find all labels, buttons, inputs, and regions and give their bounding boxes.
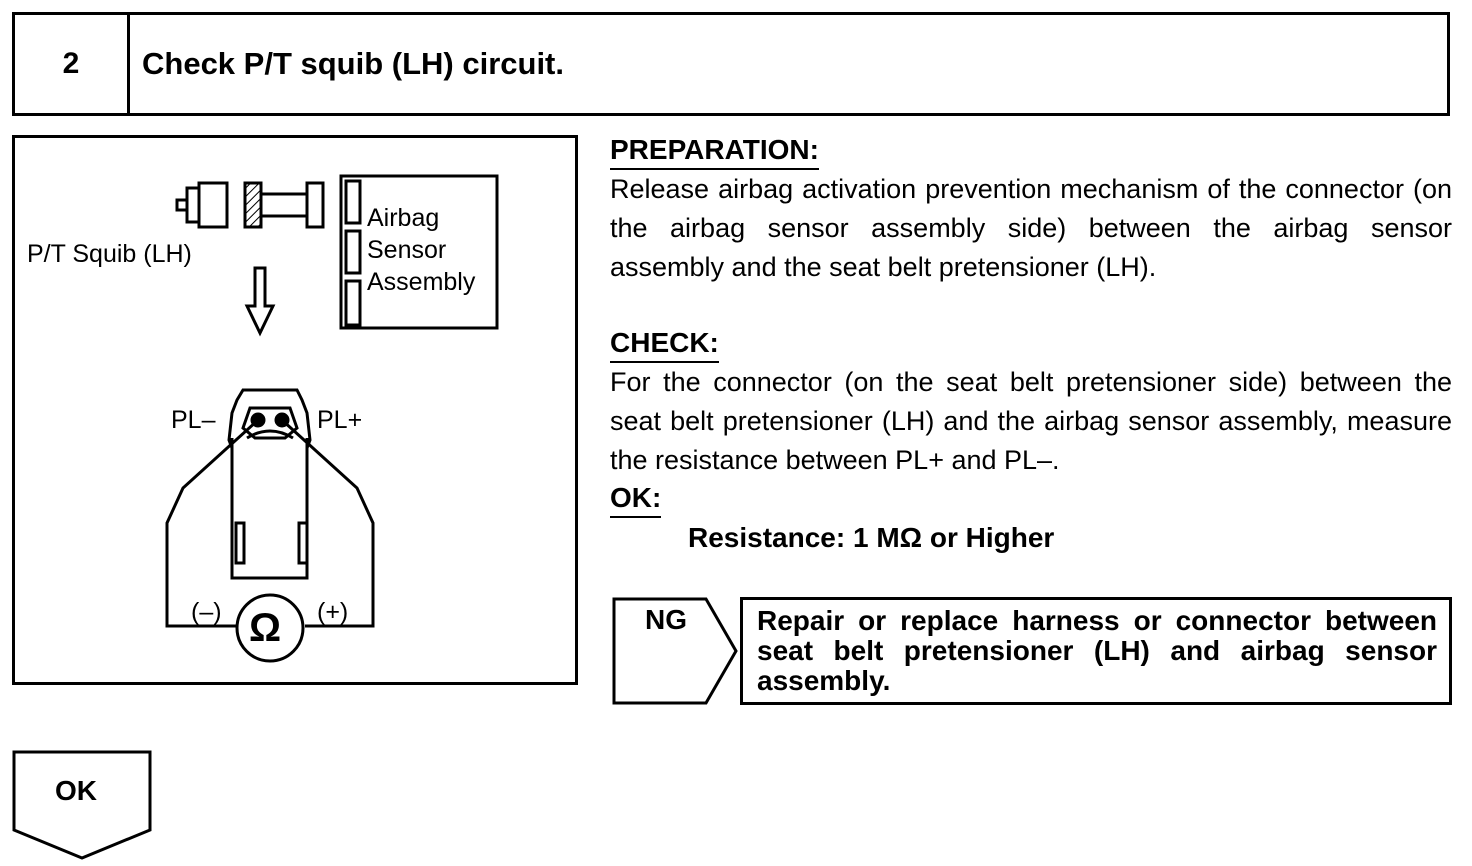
preparation-heading: PREPARATION:	[610, 132, 819, 170]
squib-connector-icon	[177, 183, 227, 227]
resistance-spec: Resistance: 1 MΩ or Higher	[688, 522, 1055, 553]
preparation-text: Release airbag activation prevention mechanism of the connector (on the airbag sensor assembly side) between the airbag sensor assembly and the seat belt pretensioner (LH).	[610, 174, 1452, 282]
pretensioner-connector-icon	[229, 390, 310, 578]
sensor-label-line2: Sensor	[367, 236, 447, 264]
sensor-label-line3: Assembly	[367, 268, 476, 296]
ng-action-box: Repair or replace harness or connector between seat belt pretensioner (LH) and airbag sensor assembly.	[740, 597, 1452, 705]
squib-label: P/T Squib (LH)	[27, 240, 192, 268]
meter-plus-label: (+)	[317, 598, 349, 626]
down-arrow-icon	[247, 268, 273, 333]
ohm-symbol: Ω	[249, 606, 282, 650]
check-text: For the connector (on the seat belt pretensioner side) between the seat belt pretensioner (LH) and the airbag sensor assembly, measure the resistance between PL+ and PL–.	[610, 367, 1452, 475]
ok-heading: OK:	[610, 480, 661, 518]
instructions	[610, 132, 1452, 558]
sensor-label-line1: Airbag	[367, 204, 440, 232]
connector-diagram	[15, 138, 581, 688]
circuit-illustration	[12, 135, 578, 685]
meter-minus-label: (–)	[191, 598, 222, 626]
step-number: 2	[15, 15, 130, 113]
ok-label: OK	[55, 775, 97, 806]
pl-plus-label: PL+	[317, 406, 363, 434]
mating-connector-icon	[245, 183, 323, 227]
ng-label: NG	[645, 604, 687, 635]
pl-minus-label: PL–	[171, 406, 216, 434]
step-header	[12, 12, 1450, 116]
check-heading: CHECK:	[610, 325, 719, 363]
step-title: Check P/T squib (LH) circuit.	[142, 46, 564, 81]
